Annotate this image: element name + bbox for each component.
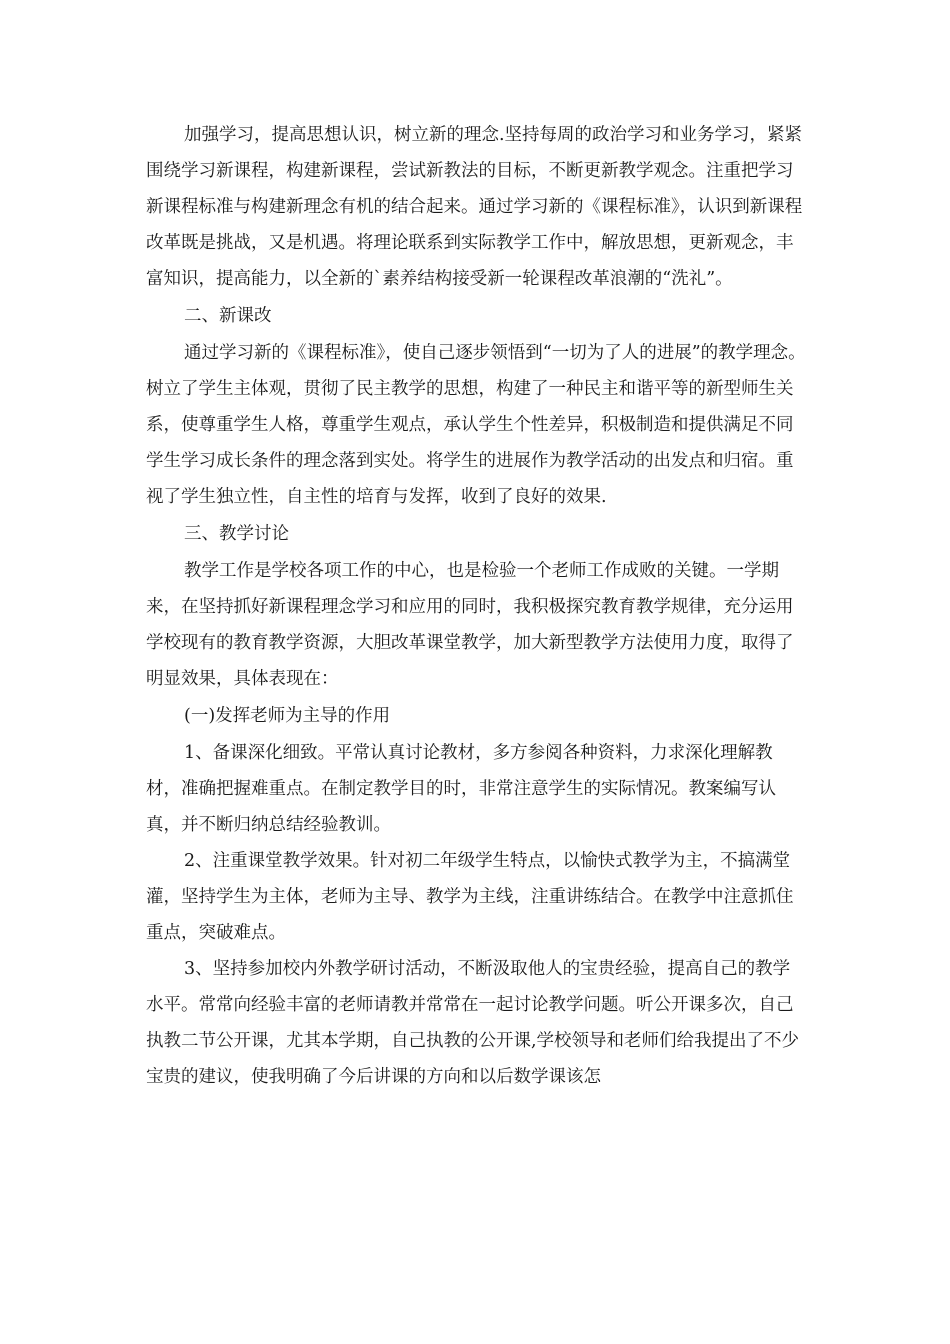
paragraph-curriculum-standard: 通过学习新的《课程标准》，使自己逐步领悟到“一切为了人的进展”的教学理念。树立了学生主体观，贯彻了民主教学的思想，构建了一种民主和谐平等的新型师生关系，使尊重学生人格，尊重学生观点，承认学生个性差异，积极制造和提供满足不同学生学习成长条件的理念落到实处。将学生的进展作为教学活动的出发点和归宿。重视了学生独立性，自主性的培育与发挥，收到了良好的效果. [146,343,806,507]
paragraph-research-activities: 3、坚持参加校内外教学研讨活动，不断汲取他人的宝贵经验，提高自己的教学水平。常常向经验丰富的老师请教并常常在一起讨论教学问题。听公开课多次，自己执教二节公开课，尤其本学期，自己执教的公开课,学校领导和老师们给我提出了不少宝贵的建议，使我明确了今后讲课的方向和以后数学课该怎 [146,959,800,1087]
paragraph-study: 加强学习，提高思想认识，树立新的理念.坚持每周的政治学习和业务学习，紧紧围绕学习新课程，构建新课程，尝试新教法的目标，不断更新教学观念。注重把学习新课程标准与构建新理念有机的结合起来。通过学习新的《课程标准》，认识到新课程改革既是挑战，又是机遇。将理论联系到实际教学工作中，解放思想，更新观念，丰富知识，提高能力，以全新的`素养结构接受新一轮课程改革浪潮的“洗礼”。 [146,125,803,289]
section-heading-new-curriculum: 二、新课改 [184,306,272,326]
subsection-heading-teacher-role: (一)发挥老师为主导的作用 [184,706,391,726]
section-heading-teaching-discussion: 三、教学讨论 [184,524,289,544]
paragraph-lesson-prep: 1、备课深化细致。平常认真讨论教材，多方参阅各种资料，力求深化理解教材，准确把握难重点。在制定教学目的时，非常注意学生的实际情况。教案编写认真，并不断归纳总结经验教训。 [146,743,776,835]
document-page [146,117,806,1095]
paragraph-teaching-work: 教学工作是学校各项工作的中心，也是检验一个老师工作成败的关键。一学期来，在坚持抓好新课程理念学习和应用的同时，我积极探究教育教学规律，充分运用学校现有的教育教学资源，大胆改革课堂教学，加大新型教学方法使用力度，取得了明显效果，具体表现在： [146,561,794,689]
paragraph-classroom-effect: 2、注重课堂教学效果。针对初二年级学生特点，以愉快式教学为主，不搞满堂灌，坚持学生为主体，老师为主导、教学为主线，注重讲练结合。在教学中注意抓住重点，突破难点。 [146,851,794,943]
